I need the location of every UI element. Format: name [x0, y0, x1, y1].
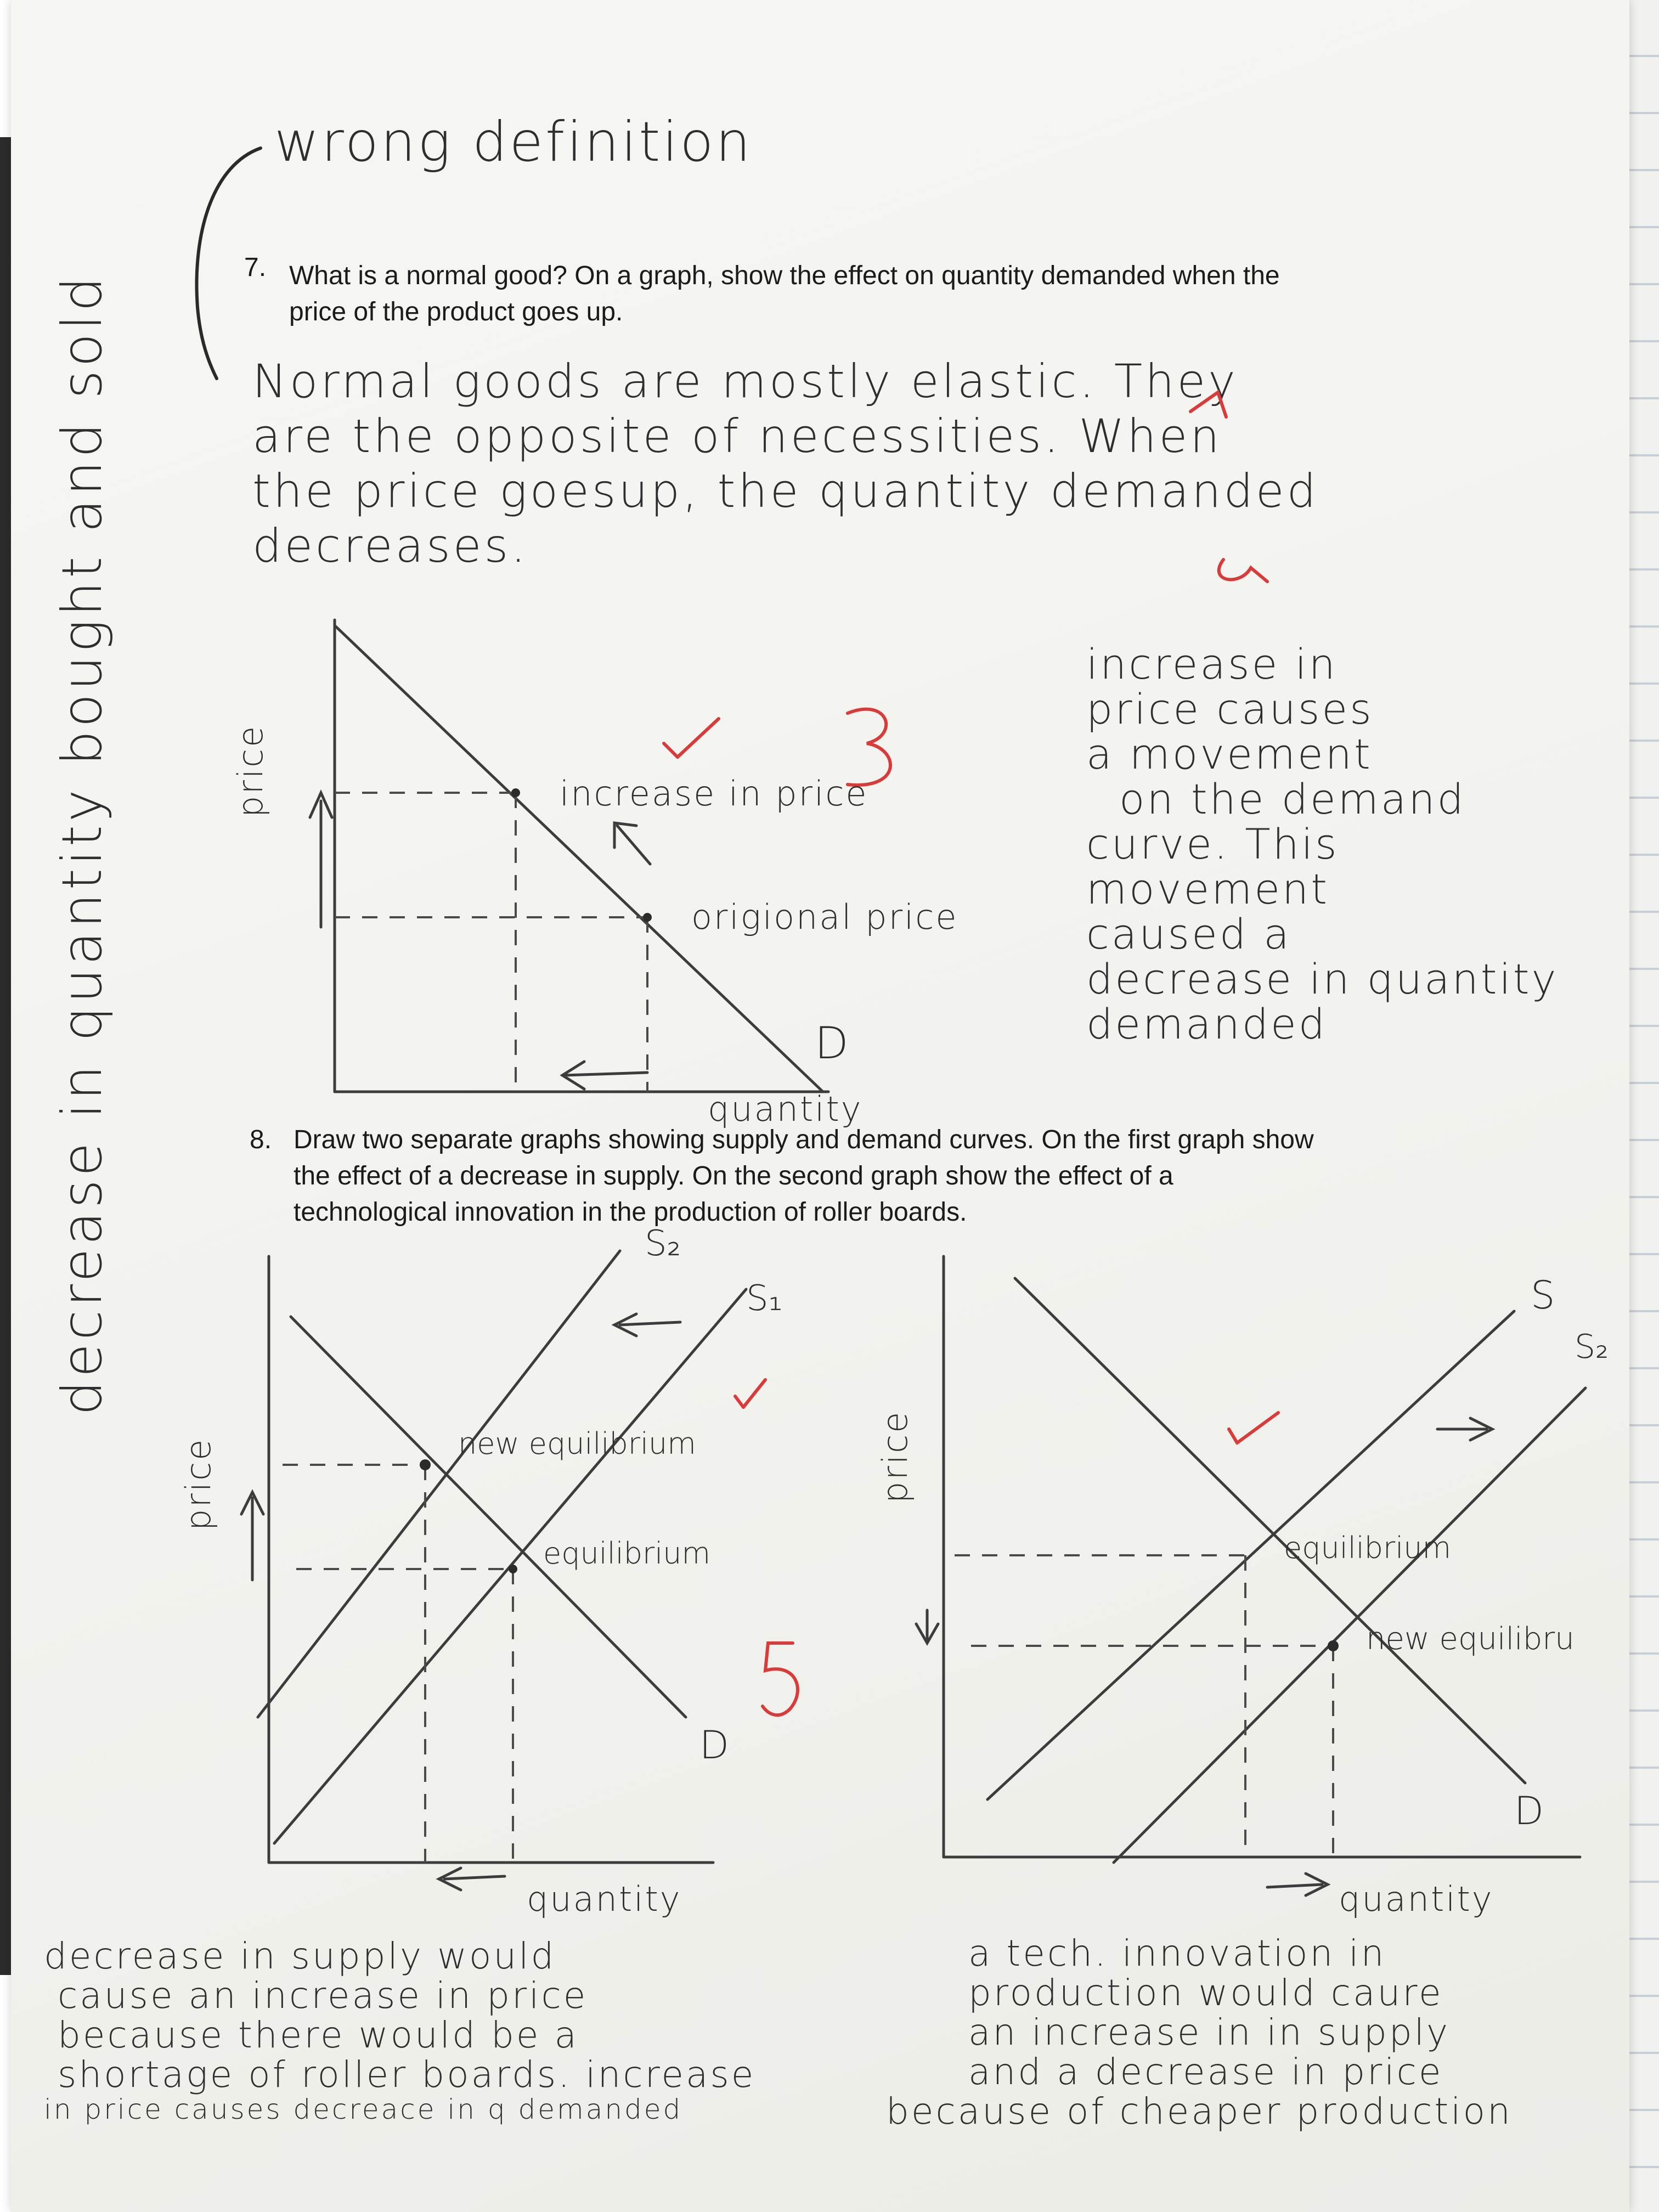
- g1-caption-line-4: shortage of roller boards. increase: [58, 2053, 756, 2096]
- answer-line-4: decreases.: [252, 519, 528, 573]
- g2-caption-line-3: an increase in in supply: [968, 2011, 1451, 2053]
- g2-new-eq-label: new equilibru: [1366, 1621, 1575, 1657]
- side-note-line-3: a movement: [1086, 730, 1373, 778]
- question-8-line-3: technological innovation in the production of roller boards.: [294, 1198, 967, 1227]
- g2-d-label: D: [1514, 1788, 1544, 1833]
- g1-caption-line-3: because there would be a: [58, 2014, 579, 2056]
- g1-s1-label: S₁: [746, 1278, 783, 1319]
- side-note-line-2: price causes: [1086, 685, 1374, 733]
- question-8-line-2: the effect of a decrease in supply. On the second graph show the effect of a: [294, 1161, 1173, 1190]
- question-7-line-1: What is a normal good? On a graph, show the effect on quantity demanded when the: [289, 261, 1280, 290]
- side-note-line-7: caused a: [1086, 910, 1291, 958]
- worksheet-page: [11, 0, 1629, 2212]
- side-note-line-9: demanded: [1086, 1000, 1328, 1048]
- q7-annotation-high: increase in price: [560, 774, 868, 814]
- side-note-line-8: decrease in quantity: [1086, 955, 1559, 1003]
- g2-caption-line-2: production would caure: [968, 1972, 1443, 2014]
- g1-d-label: D: [699, 1723, 729, 1768]
- g1-caption-line-5: in price causes decreace in q demanded: [44, 2094, 683, 2125]
- header-comment: wrong definition: [274, 110, 753, 174]
- answer-line-1: Normal goods are mostly elastic. They: [252, 354, 1238, 408]
- g2-s2-label: S₂: [1575, 1328, 1609, 1366]
- g2-caption: [886, 1932, 1513, 2132]
- g2-caption-line-1: a tech. innovation in: [968, 1932, 1386, 1974]
- q7-ylabel: price: [230, 724, 270, 817]
- q7-xlabel: quantity: [708, 1089, 863, 1129]
- g2-eq-label: equilibrium: [1284, 1531, 1452, 1565]
- side-note-line-1: increase in: [1086, 640, 1338, 689]
- g2-caption-line-5: because of cheaper production: [886, 2090, 1513, 2132]
- margin-note-text: decrease in quantity bought and sold: [50, 273, 114, 1415]
- question-7-number: 7.: [244, 253, 267, 282]
- g2-ylabel: price: [875, 1410, 915, 1503]
- g1-caption: [44, 1937, 755, 2124]
- g1-caption-line-1: decrease in supply would: [44, 1935, 556, 1977]
- g1-new-eq-label: new equilibrium: [458, 1426, 696, 1461]
- question-8-number: 8.: [250, 1125, 272, 1154]
- q7-annotation-low: origional price: [691, 897, 958, 937]
- answer-line-3: the price goesup, the quantity demanded: [252, 464, 1319, 518]
- side-note-line-6: movement: [1086, 865, 1330, 913]
- g2-s-label: S: [1531, 1273, 1555, 1318]
- q7-curve-label: D: [815, 1018, 849, 1069]
- side-note-line-5: curve. This: [1086, 820, 1339, 868]
- question-8-line-1: Draw two separate graphs showing supply and demand curves. On the first graph show: [294, 1125, 1314, 1154]
- answer-line-2: are the opposite of necessities. When: [252, 409, 1222, 463]
- g1-caption-line-2: cause an increase in price: [58, 1974, 588, 2017]
- g2-xlabel: quantity: [1339, 1879, 1494, 1919]
- g2-caption-line-4: and a decrease in price: [968, 2051, 1443, 2093]
- side-note-line-4: on the demand: [1119, 775, 1466, 823]
- question-7-line-2: price of the product goes up.: [289, 297, 623, 326]
- g1-s2-label: S₂: [645, 1223, 681, 1264]
- g1-xlabel: quantity: [527, 1879, 682, 1919]
- g1-ylabel: price: [178, 1437, 218, 1531]
- g1-eq-label: equilibrium: [543, 1536, 711, 1571]
